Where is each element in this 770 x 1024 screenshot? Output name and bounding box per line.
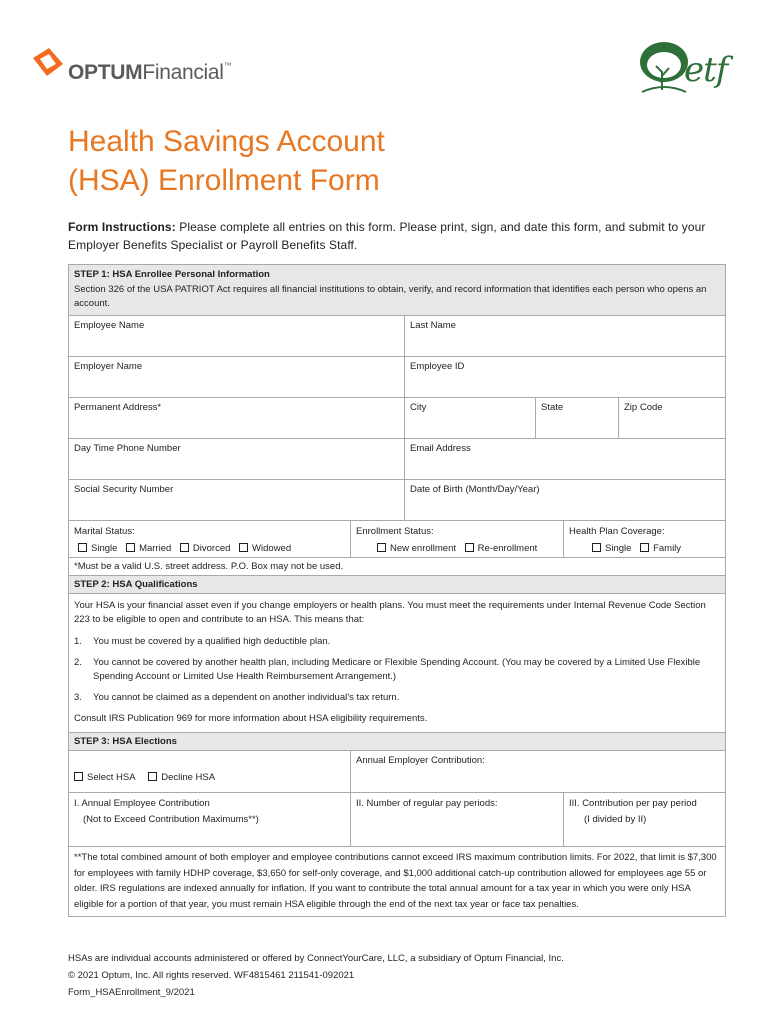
checkbox[interactable]: [640, 543, 649, 552]
list-item: 1. You must be covered by a qualified high deductible plan.: [74, 636, 331, 647]
checkbox[interactable]: [74, 772, 83, 781]
row-contributions: [69, 792, 725, 846]
etf-logo: [634, 38, 730, 100]
zip-code-label: Zip Code: [624, 402, 663, 413]
permanent-address-label: Permanent Address*: [74, 402, 162, 413]
marital-married-option[interactable]: Married: [126, 543, 171, 554]
decline-hsa-option[interactable]: Decline HSA: [148, 772, 215, 783]
enrollment-status-group: [350, 521, 563, 557]
step2-header: [69, 575, 725, 593]
optum-logo-mark-icon: [30, 44, 66, 84]
checkbox[interactable]: [78, 543, 87, 552]
footer-copyright: © 2021 Optum, Inc. All rights reserved. WF4815461 211541-092021: [68, 970, 355, 981]
page-footer: [68, 950, 564, 1001]
phone-label: Day Time Phone Number: [74, 443, 181, 454]
employer-contribution-label: Annual Employer Contribution:: [356, 755, 485, 766]
coverage-family-option[interactable]: Family: [640, 543, 681, 554]
row-names: [69, 315, 725, 356]
employee-contribution-sublabel: (Not to Exceed Contribution Maximums**): [83, 814, 259, 825]
marital-single-option[interactable]: Single: [78, 543, 117, 554]
per-period-field[interactable]: [563, 793, 725, 846]
select-hsa-option[interactable]: Select HSA: [74, 772, 136, 783]
title-line-2: (HSA) Enrollment Form: [68, 164, 380, 197]
ssn-field[interactable]: [69, 480, 404, 520]
per-period-label: III. Contribution per pay period: [569, 798, 697, 809]
checkbox[interactable]: [148, 772, 157, 781]
optum-logo-bold: OPTUM: [68, 61, 143, 84]
health-plan-coverage-group: [563, 521, 725, 557]
address-note: *Must be a valid U.S. street address. P.O. Box may not be used.: [74, 561, 344, 572]
step1-note: Section 326 of the USA PATRIOT Act requires all financial institutions to obtain, verify, and record information that identifies each person who opens an account.: [74, 284, 707, 309]
optum-financial-logo: [30, 44, 250, 90]
employee-name-label: Employee Name: [74, 320, 145, 331]
enrollment-status-label: Enrollment Status:: [356, 526, 434, 537]
last-name-label: Last Name: [410, 320, 456, 331]
employee-contribution-field[interactable]: [69, 793, 350, 846]
email-label: Email Address: [410, 443, 471, 454]
row-status: [69, 520, 725, 557]
coverage-label: Health Plan Coverage:: [569, 526, 665, 537]
form-instructions: [68, 218, 718, 254]
employee-name-field[interactable]: [69, 316, 404, 356]
step2-body: [69, 593, 725, 732]
per-period-sublabel: (I divided by II): [584, 814, 647, 825]
zip-code-field[interactable]: [618, 398, 725, 438]
employee-id-field[interactable]: [404, 357, 725, 397]
checkbox[interactable]: [239, 543, 248, 552]
row-contact: [69, 438, 725, 479]
row-identity: [69, 479, 725, 520]
title-line-1: Health Savings Account: [68, 125, 385, 158]
optum-logo-light: Financial: [142, 61, 224, 84]
step2-intro: Your HSA is your financial asset even if you change employers or health plans. You must meet the requirements under Internal Revenue Code Section 223 to be eligible to open and contribute to an HSA. This means that:: [74, 600, 706, 625]
footer-disclaimer: HSAs are individual accounts administered or offered by ConnectYourCare, LLC, a subsidiary of Optum Financial, Inc.: [68, 953, 564, 964]
state-label: State: [541, 402, 564, 413]
dob-field[interactable]: [404, 480, 725, 520]
employer-name-field[interactable]: [69, 357, 404, 397]
marital-divorced-option[interactable]: Divorced: [180, 543, 231, 554]
checkbox[interactable]: [592, 543, 601, 552]
contribution-footnote: **The total combined amount of both employer and employee contributions cannot exceed IRS maximum contribution limits. For 2022, that limit is $7,300 for employees with family HDHP coverage, $3,650 for self-only coverage, and $1,000 additional catch-up contribution allowed for employees age 55 or older. IRS regulations are indexed annually for inflation. If you want to contribute the total annual amount for a tax year in which you were only HSA eligible for a portion of that year, you must remain HSA eligible through the end of the next tax year or face tax penalties.: [69, 846, 725, 916]
ssn-label: Social Security Number: [74, 484, 174, 495]
last-name-field[interactable]: [404, 316, 725, 356]
step3-header: [69, 732, 725, 750]
enrollment-re-option[interactable]: Re-enrollment: [465, 543, 538, 554]
email-field[interactable]: [404, 439, 725, 479]
step2-consult: Consult IRS Publication 969 for more information about HSA eligibility requirements.: [74, 713, 428, 724]
instructions-label: Form Instructions:: [68, 220, 176, 234]
list-item: 3. You cannot be claimed as a dependent on another individual’s tax return.: [74, 692, 400, 703]
employer-name-label: Employer Name: [74, 361, 143, 372]
pay-periods-field[interactable]: [350, 793, 563, 846]
city-label: City: [410, 402, 427, 413]
employee-id-label: Employee ID: [410, 361, 465, 372]
row-employer: [69, 356, 725, 397]
address-note-row: [69, 557, 725, 575]
permanent-address-field[interactable]: [69, 398, 404, 438]
city-field[interactable]: [404, 398, 535, 438]
etf-logo-text: etf: [684, 50, 728, 90]
state-field[interactable]: [535, 398, 618, 438]
checkbox[interactable]: [180, 543, 189, 552]
marital-widowed-option[interactable]: Widowed: [239, 543, 291, 554]
enrollment-new-option[interactable]: New enrollment: [377, 543, 456, 554]
optum-logo-tm: ™: [223, 61, 232, 70]
coverage-single-option[interactable]: Single: [592, 543, 631, 554]
pay-periods-label: II. Number of regular pay periods:: [356, 798, 498, 809]
step1-header: [69, 265, 725, 315]
checkbox[interactable]: [377, 543, 386, 552]
step2-title: STEP 2: HSA Qualifications: [74, 579, 198, 590]
checkbox[interactable]: [126, 543, 135, 552]
step1-title: STEP 1: HSA Enrollee Personal Information: [74, 269, 270, 280]
employee-contribution-label: I. Annual Employee Contribution: [74, 798, 210, 809]
dob-label: Date of Birth (Month/Day/Year): [410, 484, 540, 495]
hsa-election-group: [69, 751, 350, 792]
page-title: [68, 122, 385, 200]
instructions-text: Please complete all entries on this form. Please print, sign, and date this form, and submit to your Employer Benefits Specialist or Payroll Benefits Staff.: [68, 220, 706, 252]
marital-status-group: [69, 521, 350, 557]
marital-status-label: Marital Status:: [74, 526, 135, 537]
row-elections: [69, 750, 725, 792]
employer-contribution-field[interactable]: [350, 751, 725, 792]
row-address: [69, 397, 725, 438]
phone-field[interactable]: [69, 439, 404, 479]
footer-form-id: Form_HSAEnrollment_9/2021: [68, 987, 195, 998]
step3-title: STEP 3: HSA Elections: [74, 736, 177, 747]
enrollment-form: [68, 264, 726, 917]
checkbox[interactable]: [465, 543, 474, 552]
list-item: 2. You cannot be covered by another health plan, including Medicare or Flexible Spending Account. (You may be covered by a Limited Use Flexible Spending Account or Limited Use Health Reimbursement Arrangement.): [74, 657, 701, 682]
